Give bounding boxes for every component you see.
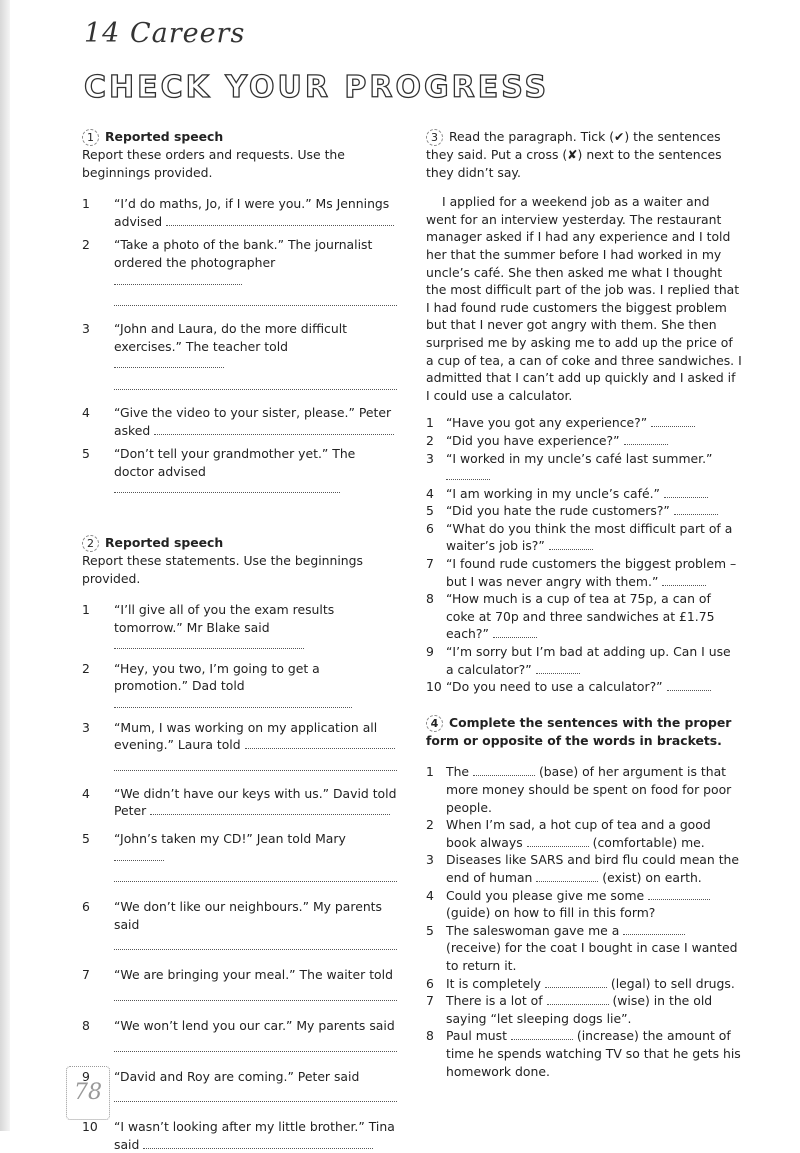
- item-number: 8: [426, 1028, 434, 1044]
- exercise-item: [82, 445, 397, 498]
- item-text: “Give the video to your sister, please.” Peter asked: [114, 404, 392, 438]
- item-text-after: (wise) in the old saying “let sleeping dogs lie”.: [446, 993, 713, 1026]
- item-number: 1: [426, 415, 434, 431]
- item-text-after: (legal) to sell drugs.: [610, 975, 735, 991]
- exercise-item: [426, 502, 742, 520]
- item-number: 5: [426, 503, 434, 519]
- answer-line[interactable]: [114, 638, 304, 649]
- item-text: “Mum, I was working on my application all evening.” Laura told: [114, 719, 378, 753]
- answer-line[interactable]: [114, 697, 352, 708]
- exercise-item: [426, 414, 742, 432]
- item-number: 9: [82, 1068, 90, 1084]
- reading-paragraph: I applied for a weekend job as a waiter and went for an interview yesterday. The restaurant manager asked if I had any experience and I told her that the summer before I had worked in my uncle’s café. She then asked me what I thought the most difficult part of the job was. I replied that I had found rude customers the biggest problem but that I never got angry with them. She then surprised me by asking me to add up the price of a cup of tea, a can of coke and three sandwiches. I admitted that I can’t add up quickly and I asked if I could use a calculator.: [426, 194, 742, 403]
- item-number: 8: [426, 591, 434, 607]
- exercise-item: [426, 485, 742, 503]
- item-number: 4: [82, 404, 90, 420]
- answer-line[interactable]: [114, 756, 397, 771]
- item-number: 1: [82, 196, 90, 212]
- exercise-item: [426, 922, 742, 975]
- tick-cross-answer[interactable]: [651, 416, 695, 427]
- page-number: 78: [66, 1066, 110, 1120]
- answer-line[interactable]: [114, 274, 242, 285]
- item-number: 6: [426, 520, 434, 536]
- item-text: “Have you got any experience?”: [446, 415, 648, 431]
- item-text-after: (increase) the amount of time he spends watching TV so that he gets his homework done.: [446, 1028, 741, 1079]
- exercise-item: [426, 1027, 742, 1080]
- tick-cross-answer[interactable]: [662, 575, 706, 586]
- item-text-before: Diseases like SARS and bird flu could mean the end of human: [446, 852, 740, 885]
- item-number: 3: [426, 450, 434, 466]
- answer-line[interactable]: [154, 424, 394, 435]
- exercise-item: [426, 643, 742, 678]
- exercise-instruction: Read the paragraph. Tick (✔) the sentences they said. Put a cross (✘) next to the sentences they didn’t say.: [426, 129, 722, 180]
- item-number: 7: [82, 967, 90, 983]
- exercise-item: [426, 555, 742, 590]
- exercise-item: [426, 887, 742, 922]
- unit-title: 14 Careers: [84, 18, 246, 49]
- gap-fill-blank[interactable]: [527, 836, 589, 847]
- item-text: “I worked in my uncle’s café last summer.”: [446, 450, 713, 466]
- item-number: 2: [82, 660, 90, 676]
- tick-cross-answer[interactable]: [674, 504, 718, 515]
- item-text: “I’m sorry but I’m bad at adding up. Can I use a calculator?”: [446, 644, 731, 677]
- item-number: 3: [82, 719, 90, 735]
- answer-line[interactable]: [114, 357, 224, 368]
- tick-cross-answer[interactable]: [536, 663, 580, 674]
- exercise-title: Reported speech: [105, 534, 224, 550]
- item-number: 10: [82, 1119, 98, 1135]
- exercise-number: 4: [426, 715, 443, 732]
- left-column: [82, 128, 397, 1153]
- item-number: 2: [426, 432, 434, 448]
- item-number: 4: [82, 785, 90, 801]
- exercise-item: [82, 785, 397, 820]
- exercise-item: [426, 678, 742, 696]
- exercise-item: [426, 590, 742, 643]
- exercise-item: [82, 195, 397, 230]
- item-number: 5: [82, 446, 90, 462]
- exercise-item: [82, 1118, 397, 1153]
- page-heading: CHECK YOUR PROGRESS: [84, 70, 550, 105]
- item-text-before: The saleswoman gave me a: [446, 922, 620, 938]
- item-text-before: There is a lot of: [446, 993, 543, 1009]
- gap-fill-blank[interactable]: [547, 994, 609, 1005]
- exercise-instruction: Complete the sentences with the proper form or opposite of the words in brackets.: [426, 714, 732, 748]
- item-text: “How much is a cup of tea at 75p, a can of coke at 70p and three sandwiches at £1.75 each?”: [446, 591, 715, 642]
- exercise-item: [82, 1068, 397, 1103]
- exercise-item: [426, 763, 742, 816]
- item-text: “I found rude customers the biggest problem – but I was never angry with them.”: [446, 556, 737, 589]
- item-text: “I’ll give all of you the exam results tomorrow.” Mr Blake said: [114, 602, 335, 635]
- exercise-number: 1: [82, 129, 99, 146]
- gap-fill-blank[interactable]: [511, 1029, 573, 1040]
- answer-line[interactable]: [114, 850, 164, 861]
- answer-line[interactable]: [114, 375, 397, 390]
- exercise-number: 2: [82, 535, 99, 552]
- exercise-item: [426, 520, 742, 555]
- exercise-item: [82, 719, 397, 771]
- tick-cross-answer[interactable]: [667, 680, 711, 691]
- gap-fill-blank[interactable]: [623, 924, 685, 935]
- answer-line[interactable]: [114, 935, 397, 950]
- gap-fill-blank[interactable]: [536, 871, 598, 882]
- item-number: 10: [426, 679, 442, 695]
- item-number: 3: [82, 321, 90, 337]
- item-text-before: Paul must: [446, 1028, 507, 1044]
- exercise-4: [426, 714, 742, 1080]
- exercise-item: [82, 404, 397, 439]
- item-text: “Did you hate the rude customers?”: [446, 503, 670, 519]
- answer-line[interactable]: [114, 867, 397, 882]
- exercise-instruction: Report these statements. Use the beginnings provided.: [82, 552, 363, 586]
- item-number: 2: [82, 237, 90, 253]
- exercise-item: [426, 432, 742, 450]
- tick-cross-answer[interactable]: [624, 434, 668, 445]
- answer-line[interactable]: [114, 986, 397, 1001]
- gap-fill-blank[interactable]: [545, 977, 607, 988]
- exercise-item: [426, 816, 742, 851]
- tick-cross-answer[interactable]: [664, 487, 708, 498]
- item-number: 2: [426, 817, 434, 833]
- tick-cross-answer[interactable]: [549, 539, 593, 550]
- answer-line[interactable]: [143, 1138, 373, 1149]
- item-number: 5: [82, 831, 90, 847]
- item-number: 7: [426, 556, 434, 572]
- item-number: 1: [426, 764, 434, 780]
- answer-line[interactable]: [166, 215, 394, 226]
- item-text: “David and Roy are coming.” Peter said: [114, 1068, 360, 1084]
- exercise-item: [426, 450, 742, 485]
- item-text-after: (exist) on earth.: [602, 869, 702, 885]
- item-text: “We didn’t have our keys with us.” David told Peter: [114, 785, 397, 819]
- exercise-instruction: Report these orders and requests. Use the beginnings provided.: [82, 147, 345, 180]
- exercise-1: [82, 128, 397, 498]
- item-text-after: (base) of her argument is that more money should be spent on food for poor people.: [446, 764, 732, 815]
- item-text: “John and Laura, do the more difficult exercises.” The teacher told: [114, 321, 348, 354]
- right-column: [426, 128, 742, 1080]
- answer-line[interactable]: [114, 1037, 397, 1052]
- item-number: 6: [82, 899, 90, 915]
- exercise-item: [426, 851, 742, 886]
- item-text: “I wasn’t looking after my little brother.” Tina said: [114, 1119, 395, 1152]
- item-text-after: (receive) for the coat I bought in case I wanted to return it.: [446, 940, 738, 973]
- item-text: “I am working in my uncle’s café.”: [446, 485, 660, 501]
- item-text: “Did you have experience?”: [446, 432, 620, 448]
- item-text: “I’d do maths, Jo, if I were you.” Ms Jennings advised: [114, 196, 390, 229]
- item-text: “Take a photo of the bank.” The journalist ordered the photographer: [114, 237, 373, 270]
- item-number: 6: [426, 975, 434, 991]
- exercise-item: [82, 601, 397, 654]
- item-text-after: (guide) on how to fill in this form?: [446, 905, 656, 921]
- item-text-after: (comfortable) me.: [592, 834, 705, 850]
- item-number: 4: [426, 887, 434, 903]
- answer-line[interactable]: [245, 738, 395, 749]
- answer-line[interactable]: [114, 1087, 397, 1102]
- item-number: 1: [82, 602, 90, 618]
- exercise-title: Reported speech: [105, 129, 224, 144]
- item-text-before: Could you please give me some: [446, 887, 645, 903]
- exercise-item: [82, 236, 397, 306]
- item-number: 4: [426, 485, 434, 501]
- tick-cross-answer[interactable]: [446, 469, 490, 480]
- item-text: “Don’t tell your grandmother yet.” The doctor advised: [114, 446, 356, 479]
- exercise-number: 3: [426, 129, 443, 146]
- item-text: “Do you need to use a calculator?”: [446, 679, 663, 695]
- item-text-before: The: [446, 764, 470, 780]
- answer-line[interactable]: [114, 482, 340, 493]
- page-binding-edge: [0, 0, 10, 1131]
- exercise-item: [82, 898, 397, 950]
- item-number: 7: [426, 993, 434, 1009]
- exercise-item: [82, 830, 397, 882]
- item-text: “John’s taken my CD!” Jean told Mary: [114, 831, 346, 847]
- item-number: 9: [426, 644, 434, 660]
- item-text-before: When I’m sad, a hot cup of tea and a good book always: [446, 817, 711, 850]
- gap-fill-blank[interactable]: [473, 765, 535, 776]
- item-text: “We don’t like our neighbours.” My parents said: [114, 899, 383, 932]
- item-text: “We won’t lend you our car.” My parents said: [114, 1018, 395, 1033]
- exercise-3: [426, 128, 742, 696]
- answer-line[interactable]: [150, 804, 390, 815]
- exercise-2: [82, 534, 397, 1153]
- item-number: 5: [426, 922, 434, 938]
- item-number: 8: [82, 1018, 90, 1033]
- item-text: “We are bringing your meal.” The waiter told: [114, 967, 393, 983]
- exercise-item: [82, 1017, 397, 1052]
- tick-cross-answer[interactable]: [493, 627, 537, 638]
- item-text: “What do you think the most difficult part of a waiter’s job is?”: [446, 520, 733, 554]
- exercise-item: [426, 992, 742, 1027]
- exercise-item: [82, 660, 397, 713]
- answer-line[interactable]: [114, 291, 397, 306]
- gap-fill-blank[interactable]: [648, 889, 710, 900]
- exercise-item: [82, 320, 397, 390]
- exercise-item: [426, 975, 742, 993]
- item-text-before: It is completely: [446, 975, 541, 991]
- item-number: 3: [426, 852, 434, 868]
- exercise-item: [82, 966, 397, 1001]
- item-text: “Hey, you two, I’m going to get a promotion.” Dad told: [114, 660, 320, 694]
